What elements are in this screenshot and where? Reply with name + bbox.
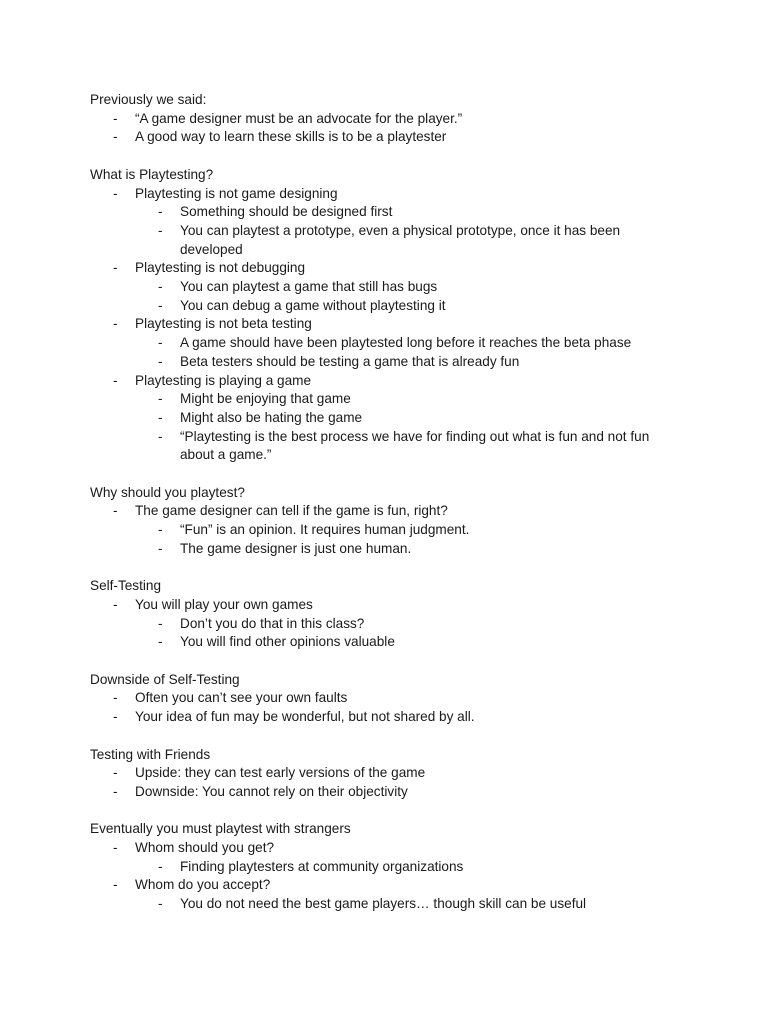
bullet-text: A good way to learn these skills is to be a playtester <box>135 129 447 145</box>
sub-bullet-item <box>90 334 690 353</box>
dash-bullet-icon: - <box>158 279 163 295</box>
section-heading: Testing with Friends <box>90 746 211 762</box>
sub-bullet-item <box>90 353 690 372</box>
section-heading: Previously we said: <box>90 92 207 107</box>
bullet-text: Downside: You cannot rely on their objectivity <box>135 783 408 799</box>
sub-bullet-text: Finding playtesters at community organizations <box>180 858 464 874</box>
bullet-item <box>90 372 690 391</box>
sub-bullet-item <box>90 615 690 634</box>
sub-bullet-text: Beta testers should be testing a game that is already fun <box>180 353 520 369</box>
section-heading: Eventually you must playtest with strangers <box>90 821 351 837</box>
section <box>90 671 690 727</box>
bullet-item <box>90 110 690 129</box>
sub-bullet-text: A game should have been playtested long before it reaches the beta phase <box>180 335 632 351</box>
dash-bullet-icon: - <box>158 222 163 238</box>
sub-bullet-item <box>90 858 690 877</box>
dash-bullet-icon: - <box>158 409 163 425</box>
section <box>90 820 690 914</box>
bullet-item <box>90 708 690 727</box>
dash-bullet-icon: - <box>113 185 118 201</box>
sub-bullet-item <box>90 203 690 222</box>
bullet-item <box>90 783 690 802</box>
sub-bullet-item <box>90 297 690 316</box>
sub-bullet-item <box>90 222 690 259</box>
document-body <box>90 91 690 933</box>
dash-bullet-icon: - <box>158 615 163 631</box>
sub-bullet-text: Might be enjoying that game <box>180 391 351 407</box>
section <box>90 484 690 559</box>
dash-bullet-icon: - <box>158 634 163 650</box>
sub-bullet-item <box>90 540 690 559</box>
section <box>90 91 690 147</box>
dash-bullet-icon: - <box>113 840 118 856</box>
sub-bullet-text: You can playtest a prototype, even a physical prototype, once it has been developed <box>180 222 621 257</box>
dash-bullet-icon: - <box>158 297 163 313</box>
dash-bullet-icon: - <box>158 353 163 369</box>
bullet-text: Playtesting is playing a game <box>135 372 312 388</box>
bullet-text: The game designer can tell if the game is fun, right? <box>135 503 448 519</box>
bullet-item <box>90 839 690 858</box>
dash-bullet-icon: - <box>158 858 163 874</box>
sub-bullet-text: Something should be designed first <box>180 204 393 220</box>
bullet-item <box>90 876 690 895</box>
dash-bullet-icon: - <box>113 110 118 126</box>
dash-bullet-icon: - <box>113 709 118 725</box>
dash-bullet-icon: - <box>113 783 118 799</box>
bullet-item <box>90 128 690 147</box>
sub-bullet-item <box>90 895 690 914</box>
bullet-text: Playtesting is not game designing <box>135 185 338 201</box>
sub-bullet-text: The game designer is just one human. <box>180 540 412 556</box>
dash-bullet-icon: - <box>113 316 118 332</box>
section <box>90 166 690 465</box>
dash-bullet-icon: - <box>158 204 163 220</box>
dash-bullet-icon: - <box>158 391 163 407</box>
sub-bullet-text: You will find other opinions valuable <box>180 634 395 650</box>
section-heading: Self-Testing <box>90 578 162 594</box>
bullet-text: Whom should you get? <box>135 840 275 856</box>
section-heading: Why should you playtest? <box>90 484 245 500</box>
bullet-item <box>90 689 690 708</box>
bullet-item <box>90 502 690 521</box>
dash-bullet-icon: - <box>158 428 163 444</box>
bullet-text: Playtesting is not beta testing <box>135 316 312 332</box>
sub-bullet-text: You can debug a game without playtesting it <box>180 297 446 313</box>
dash-bullet-icon: - <box>113 690 118 706</box>
bullet-item <box>90 315 690 334</box>
dash-bullet-icon: - <box>158 335 163 351</box>
sub-bullet-item <box>90 390 690 409</box>
sub-bullet-text: Don’t you do that in this class? <box>180 615 365 631</box>
bullet-item <box>90 185 690 204</box>
sub-bullet-text: “Playtesting is the best process we have for finding out what is fun and not fun about a game.” <box>180 428 650 463</box>
bullet-item <box>90 764 690 783</box>
dash-bullet-icon: - <box>113 503 118 519</box>
bullet-text: Playtesting is not debugging <box>135 260 306 276</box>
bullet-item <box>90 596 690 615</box>
sub-bullet-item <box>90 278 690 297</box>
section-heading: Downside of Self-Testing <box>90 671 240 687</box>
dash-bullet-icon: - <box>158 540 163 556</box>
bullet-text: Whom do you accept? <box>135 877 271 893</box>
sub-bullet-text: Might also be hating the game <box>180 409 363 425</box>
bullet-item <box>90 259 690 278</box>
dash-bullet-icon: - <box>158 896 163 912</box>
dash-bullet-icon: - <box>113 372 118 388</box>
sub-bullet-item <box>90 428 690 465</box>
dash-bullet-icon: - <box>113 129 118 145</box>
dash-bullet-icon: - <box>113 260 118 276</box>
dash-bullet-icon: - <box>113 877 118 893</box>
bullet-text: “A game designer must be an advocate for the player.” <box>135 110 463 126</box>
dash-bullet-icon: - <box>113 765 118 781</box>
dash-bullet-icon: - <box>158 522 163 538</box>
section <box>90 577 690 652</box>
section <box>90 746 690 802</box>
sub-bullet-item <box>90 521 690 540</box>
sub-bullet-item <box>90 633 690 652</box>
section-heading: What is Playtesting? <box>90 166 214 182</box>
dash-bullet-icon: - <box>113 596 118 612</box>
sub-bullet-text: “Fun” is an opinion. It requires human judgment. <box>180 522 470 538</box>
sub-bullet-text: You can playtest a game that still has bugs <box>180 279 438 295</box>
sub-bullet-item <box>90 409 690 428</box>
bullet-text: Upside: they can test early versions of the game <box>135 765 426 781</box>
bullet-text: Your idea of fun may be wonderful, but not shared by all. <box>135 709 475 725</box>
bullet-text: Often you can’t see your own faults <box>135 690 348 706</box>
sub-bullet-text: You do not need the best game players… though skill can be useful <box>180 896 587 912</box>
bullet-text: You will play your own games <box>135 596 313 612</box>
